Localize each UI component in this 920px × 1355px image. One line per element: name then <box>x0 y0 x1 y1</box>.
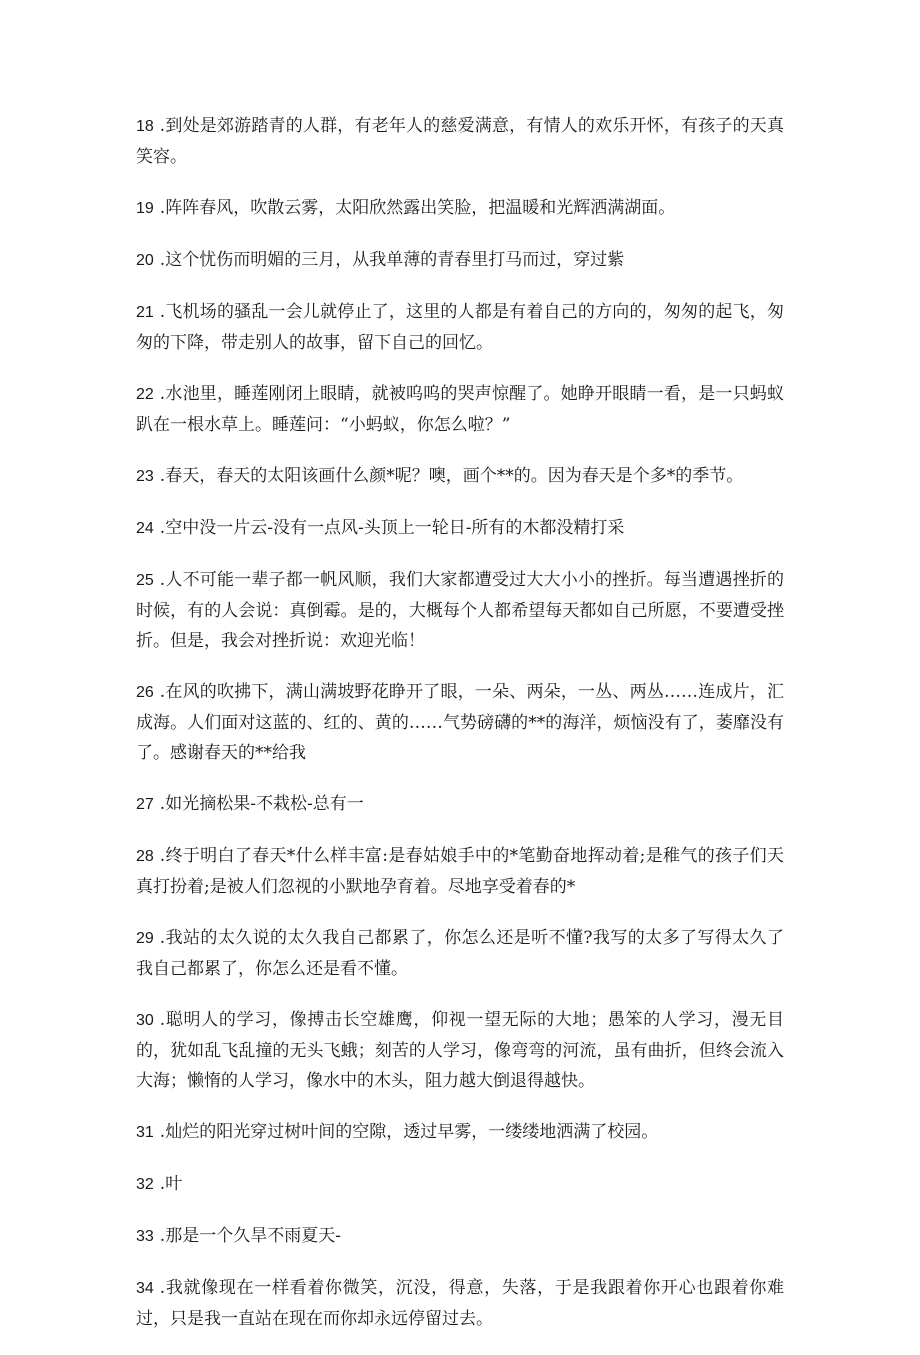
item-number: 21 <box>136 304 154 321</box>
item-number: 25 <box>136 572 154 589</box>
item-number: 23 <box>136 468 154 485</box>
list-item <box>136 1221 784 1252</box>
list-item <box>136 923 784 984</box>
item-number: 18 <box>136 118 154 135</box>
item-number: 24 <box>136 520 154 537</box>
list-item <box>136 513 784 544</box>
item-number: 19 <box>136 200 154 217</box>
item-number: 32 <box>136 1176 154 1193</box>
item-number: 28 <box>136 848 154 865</box>
item-number: 33 <box>136 1228 154 1245</box>
item-number: 30 <box>136 1012 154 1029</box>
item-text: .如光摘松果-不栽松-总有一 <box>159 794 364 814</box>
item-text: .我站的太久说的太久我自己都累了，你怎么还是听不懂?我写的太多了写得太久了我自己都累了，你怎么还是看不懂。 <box>136 928 784 979</box>
item-number: 22 <box>136 386 154 403</box>
item-text: .飞机场的骚乱一会儿就停止了，这里的人都是有着自己的方向的，匆匆的起飞，匆匆的下降，带走别人的故事，留下自己的回忆。 <box>136 302 784 353</box>
list-item <box>136 841 784 902</box>
list-item <box>136 245 784 276</box>
item-number: 26 <box>136 684 154 701</box>
item-number: 34 <box>136 1280 154 1297</box>
list-item <box>136 1117 784 1148</box>
item-text: .这个忧伤而明媚的三月，从我单薄的青春里打马而过，穿过紫 <box>159 250 625 270</box>
list-item <box>136 111 784 172</box>
item-text: .我就像现在一样看着你微笑，沉没，得意，失落，于是我跟着你开心也跟着你难过，只是我一直站在现在而你却永远停留过去。 <box>136 1278 784 1329</box>
document-body <box>136 111 784 1355</box>
item-text: .空中没一片云-没有一点风-头顶上一轮日-所有的木都没精打采 <box>159 518 625 538</box>
item-text: .人不可能一辈子都一帆风顺，我们大家都遭受过大大小小的挫折。每当遭遇挫折的时候，有的人会说：真倒霉。是的，大概每个人都希望每天都如自己所愿，不要遭受挫折。但是，我会对挫折说：欢迎光临！ <box>136 570 784 651</box>
item-text: .到处是郊游踏青的人群，有老年人的慈爱满意，有情人的欢乐开怀，有孩子的天真笑容。 <box>136 116 784 167</box>
item-text: .聪明人的学习，像搏击长空雄鹰，仰视一望无际的大地；愚笨的人学习，漫无目的，犹如乱飞乱撞的无头飞蛾；刻苦的人学习，像弯弯的河流，虽有曲折，但终会流入大海；懒惰的人学习，像水中的木头，阻力越大倒退得越快。 <box>136 1010 784 1091</box>
list-item <box>136 1273 784 1334</box>
item-number: 29 <box>136 930 154 947</box>
item-text: .水池里，睡莲刚闭上眼睛，就被呜呜的哭声惊醒了。她睁开眼睛一看，是一只蚂蚁趴在一根水草上。睡莲问：“小蚂蚁，你怎么啦？” <box>136 384 784 435</box>
list-item <box>136 193 784 224</box>
item-number: 27 <box>136 796 154 813</box>
list-item <box>136 297 784 358</box>
item-text: .在风的吹拂下，满山满坡野花睁开了眼，一朵、两朵，一丛、两丛……连成片，汇成海。人们面对这蓝的、红的、黄的……气势磅礴的**的海洋，烦恼没有了，萎靡没有了。感谢春天的**给我 <box>136 682 784 763</box>
list-item <box>136 1005 784 1096</box>
item-text: .那是一个久旱不雨夏天- <box>159 1226 341 1246</box>
list-item <box>136 1169 784 1200</box>
item-number: 20 <box>136 252 154 269</box>
list-item <box>136 789 784 820</box>
list-item <box>136 677 784 768</box>
item-text: .终于明白了春天*什么样丰富:是春姑娘手中的*笔勤奋地挥动着;是稚气的孩子们天真打扮着;是被人们忽视的小默地孕育着。尽地享受着春的* <box>136 846 784 897</box>
item-text: .灿烂的阳光穿过树叶间的空隙，透过早雾，一缕缕地洒满了校园。 <box>159 1122 659 1142</box>
item-text: .叶 <box>159 1174 183 1194</box>
list-item <box>136 565 784 656</box>
item-number: 31 <box>136 1124 154 1141</box>
item-text: .春天，春天的太阳该画什么颜*呢？噢，画个**的。因为春天是个多*的季节。 <box>159 466 744 486</box>
item-text: .阵阵春风，吹散云雾，太阳欣然露出笑脸，把温暖和光辉洒满湖面。 <box>159 198 676 218</box>
list-item <box>136 461 784 492</box>
list-item <box>136 379 784 440</box>
